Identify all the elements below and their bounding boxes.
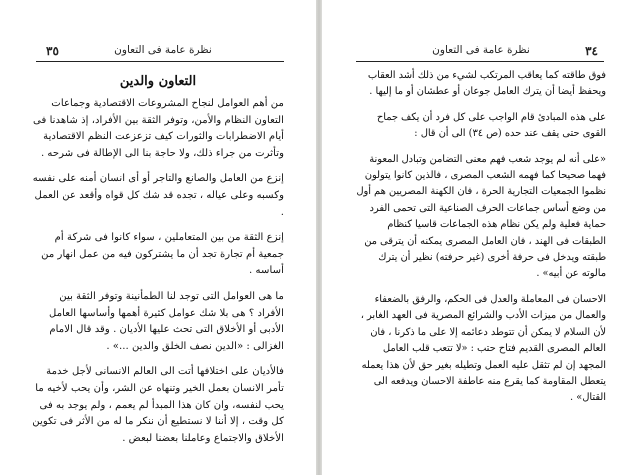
page-header <box>40 44 286 60</box>
page-number: ٣٤ <box>585 44 598 58</box>
running-title: نظرة عامة فى التعاون <box>114 44 212 56</box>
page-body <box>32 66 284 456</box>
right-page <box>322 0 638 475</box>
paragraph: فالأديان على اختلافها أتت الى العالم الانسانى لأجل خدمة تأمر الانسان بعمل الخير وتنهاه عن الشر، وأن يحب لأخيه ما يحب لنفسه، وان كان هذا المبدأ لم يعمم ، ولم يوجد به فى كل وقت ، إلا أننا لا نستطيع أن ننكر ما له من الأثر فى تكوين الأخلاق والاجتماع وعاملنا بعضنا لبعض . <box>32 366 284 444</box>
paragraph: الاحسان فى المعاملة والعدل فى الحكم، والرفق بالضعفاء والعمال من ميزات الأدب والشرائع المصرية فى العهد الغابر ، لأن السلام لا يمكن أن تتوطد دعائمه إلا على ما ذكرنا ، فان العالم المصرى القديم فتاح حتب : «لا تتعب قلب العامل المجهد إن لم تثقل عليه العمل وتطيله بغير حق لأن هذا يعمله يتعطل المقاومة كما يقرع منه عاطفة الاحسان ويدفعه الى القتال» . <box>360 293 606 404</box>
paragraph: على هذه المبادئ قام الواجب على كل فرد أن يكف جماح القوى حتى يقف عند حده (ص ٣٤) الى أن قال : <box>376 111 606 140</box>
paragraph: ما هى العوامل التى توجد لنا الطمأنينة وتوفر الثقة بين الأفراد ؟ هى بلا شك عوامل كثيرة أهمها وأساسها العامل الأدبى أو الأخلاق التى تحث عليها الأديان . وقد قال الامام الغزالى : «الدين نصف الخلق والدين ...» . <box>49 290 284 352</box>
page-number: ٣٥ <box>46 44 59 58</box>
left-page <box>0 0 316 475</box>
section-heading: التعاون والدين <box>119 74 197 89</box>
running-title: نظرة عامة فى التعاون <box>432 44 530 56</box>
header-rule <box>356 61 604 62</box>
page-header <box>358 44 604 60</box>
paragraph: إنزع من العامل والصانع والتاجر أو أى انسان أمنه على نفسه وكسبه وعلى عياله ، تجده قد شك كل قواه وأقعد عن العمل . <box>32 173 284 218</box>
page-body <box>354 68 606 416</box>
paragraph: من أهم العوامل لنجاح المشروعات الاقتصادية وجماعات التعاون النظام والأمن، وتوفر الثقة بين الأفراد، إذ شاهدنا فى أيام الاضطرابات والثورات كيف تزعزعت النظم الاقتصادية وتأثرت من جراء ذلك، ولا حاجة بنا الى الإطالة فى شرحه . <box>32 98 284 159</box>
header-rule <box>36 61 284 62</box>
paragraph: إنزع الثقة من بين المتعاملين ، سواء كانوا فى شركة أم جمعية أم تجارة تجد أن ما يشتركون فيه من عمل انهار من أساسه . <box>41 232 284 277</box>
paragraph: «على أنه لم يوجد شعب فهم معنى التضامن وتبادل المعونة فهما صحيحا كما فهمه الشعب المصرى ، فالذين كانوا يتولون نظموا الجمعيات التجارية الحرة ، فان الكهنة المصريين هم أول من وضع أساس جماعات الحرف الصناعية التى تحمى الفرد حماية فعلية ولم يكن نظام هذه الجماعات قاسيا كنظام الطبقات فى الهند ، فان العامل المصرى يمكنه أن يترقى من طبقته ويدخل فى حرفة أخرى (غير حرفته) نظير أن يترك مالوته عن أبيه» . <box>356 153 606 280</box>
paragraph: فوق طاقته كما يعاقب المرتكب لشيء من ذلك أشد العقاب ويحفظ أيضا أن يترك العامل جوعان أو عطشان أو ما إليها . <box>367 70 606 98</box>
